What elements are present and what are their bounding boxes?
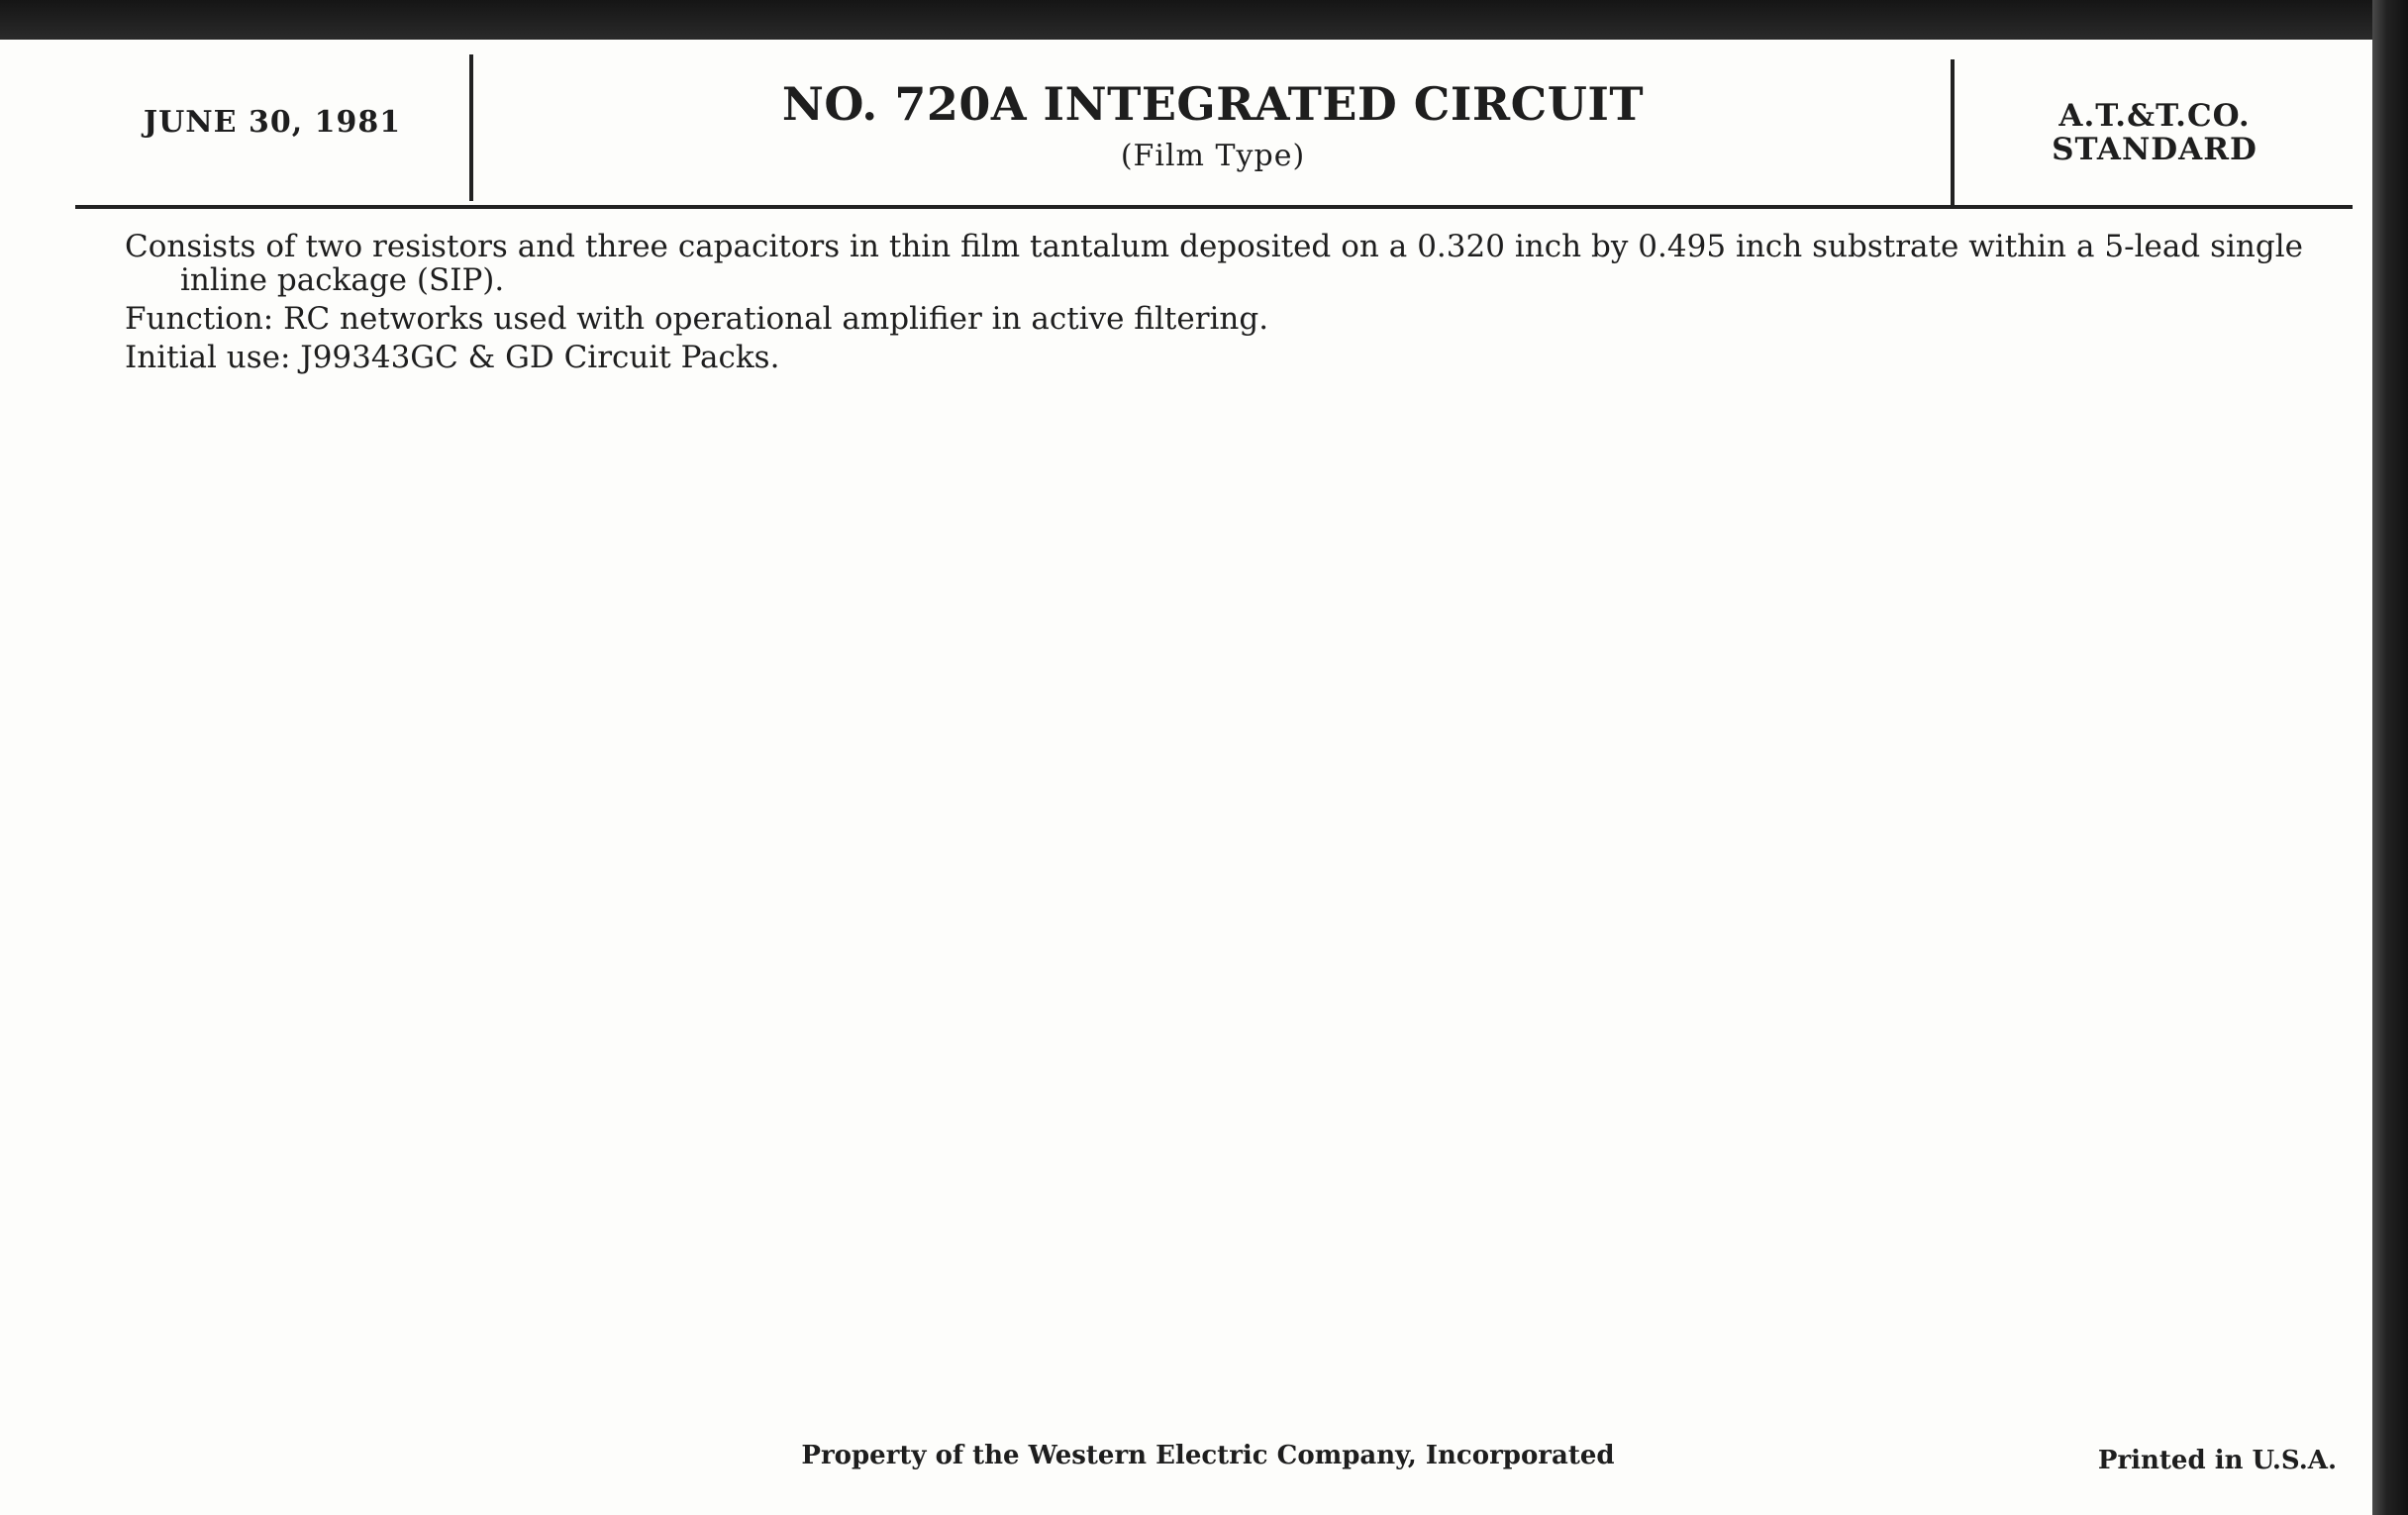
standard-block: [1956, 99, 2353, 166]
function-paragraph: Function: RC networks used with operational amplifier in active filtering.: [125, 301, 1269, 337]
header-rule: [75, 205, 2353, 209]
document-subtitle: (Film Type): [1120, 139, 1306, 173]
document-body: [125, 230, 2303, 379]
description-paragraph: Consists of two resistors and three capacitors in thin film tantalum deposited on a 0.320 inch by 0.495 inch substrate within a 5-lead single inline package (SIP).: [125, 229, 2303, 298]
document-date: JUNE 30, 1981: [143, 105, 402, 140]
scan-edge-top: [0, 0, 2408, 42]
header-divider-left: [469, 54, 473, 201]
standard-line-2: STANDARD: [2052, 132, 2258, 167]
footer-property: Property of the Western Electric Company, Incorporated: [801, 1441, 1615, 1470]
standard-line-1: A.T.&T.CO.: [2058, 98, 2251, 134]
scan-edge-right: [2372, 0, 2408, 1515]
footer-printed: Printed in U.S.A.: [2097, 1446, 2337, 1475]
initial-use-paragraph: Initial use: J99343GC & GD Circuit Packs.: [125, 340, 780, 375]
document-title: NO. 720A INTEGRATED CIRCUIT: [781, 77, 1645, 131]
header-divider-right: [1951, 59, 1955, 206]
